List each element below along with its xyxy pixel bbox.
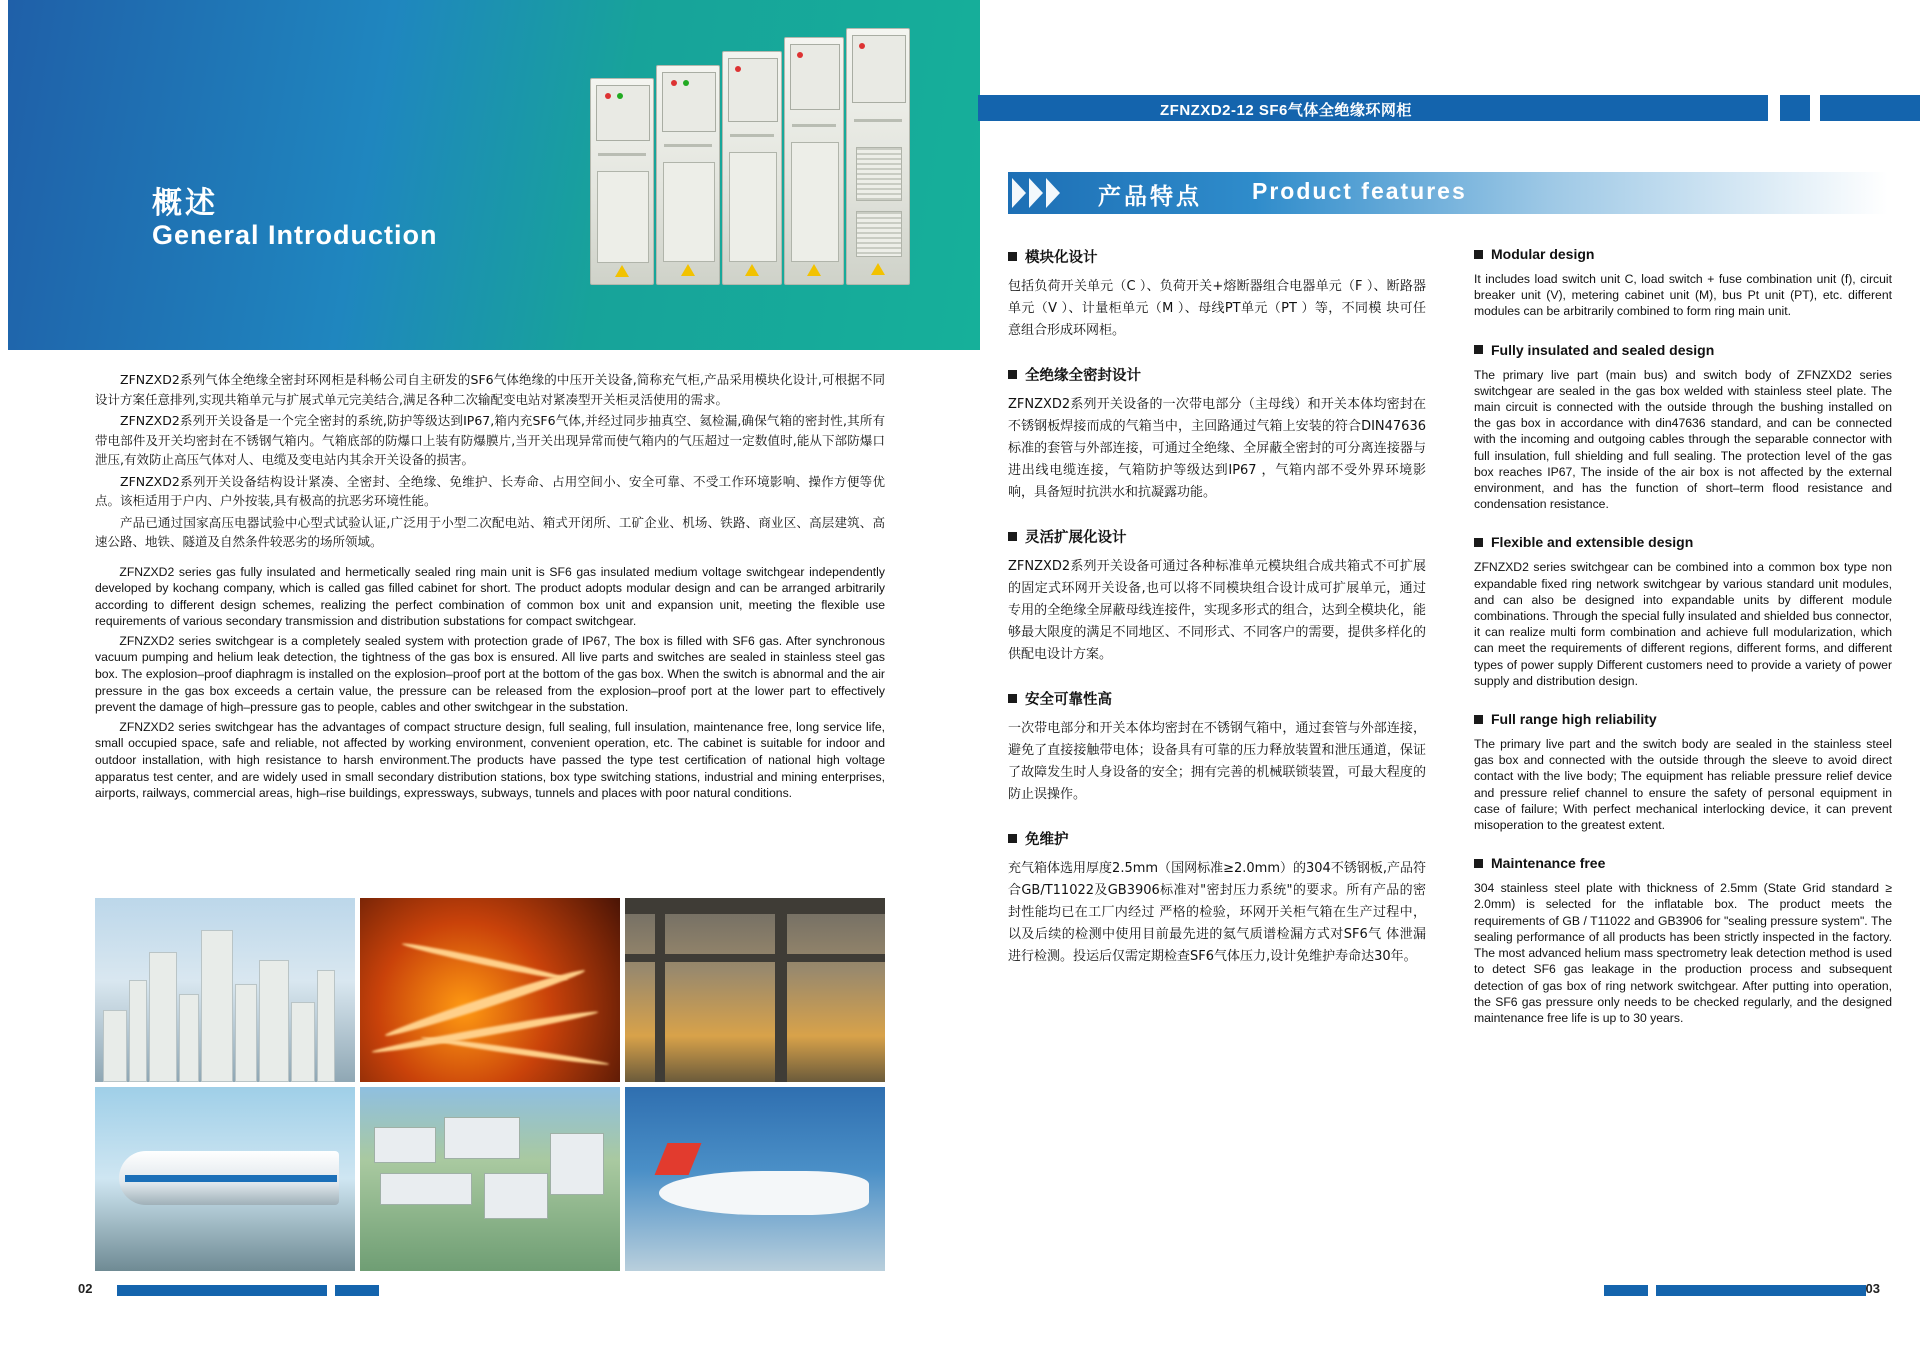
feature-heading-cn: 灵活扩展化设计 [1025,530,1127,546]
feature-heading-cn: 免维护 [1025,832,1069,848]
bullet-square-icon [1008,834,1017,843]
feature-heading-en: Full range high reliability [1491,711,1657,728]
feature-body-en: 304 stainless steel plate with thickness of 2.5mm (State Grid standard ≥ 2.0mm) is selected for the inflatable box. The product meets the requirements of GB / T11022 and GB3906 for "sealing pressure system". The sealing performance of all products has been strictly inspected in the factory. The most advanced helium mass spectrometry leak detection method is used to detect SF6 gas leakage in the production process and subsequent detection of gas box of ring network switchgear. After putting into operation, the SF6 gas pressure only needs to be checked regularly, and the designed maintenance free life is up to 30 years. [1474,881,1892,1025]
feature-section [1474,855,1892,1026]
feature-body-cn: ZFNZXD2系列开关设备可通过各种标准单元模块组合成共箱式不可扩展的固定式环网开关设备,也可以将不同模块组合设计成可扩展单元，通过专用的全绝缘全屏蔽母线连接件，实现多形式的组合，达到全模块化，能够最大限度的满足不同地区、不同形式、不同客户的需要，提供多样化的供配电设计方案。 [1008,559,1426,662]
application-photo-grid [95,898,885,1271]
feature-section [1008,688,1426,806]
feature-body-cn: 包括负荷开关单元（C ）、负荷开关+熔断器组合电器单元（F ）、断路器单元（V ）、计量柜单元（M ）、母线PT单元（PT ）等，不同模 块可任意组合形成环网柜。 [1008,279,1426,338]
right-page [980,0,1920,1357]
feature-body-cn: 一次带电部分和开关本体均密封在不锈钢气箱中，通过套管与外部连接，避免了直接接触带电体；设备具有可靠的压力释放装置和泄压通道，保证了故障发生时人身设备的安全；拥有完善的机械联锁装置，可最大程度的防止误操作。 [1008,721,1426,802]
intro-paragraph-en: ZFNZXD2 series switchgear is a completely sealed system with protection grade of IP67, The box is filled with SF6 gas. After synchronous vacuum pumping and helium leak detection, the tightness of the gas box is ensured. All live parts and switches are sealed in stainless steel gas box. The explosion–proof diaphragm is installed on the explosion–proof port at the bottom of the gas box. When the switch is abnormal and the air pressure in the gas box exceeds a certain value, the pressure can be released from the explosion–proof port at the lower part to effectively prevent the damage of high–pressure gas to people, cables and other switchgear in the substation. [95,633,885,715]
intro-paragraph-en: ZFNZXD2 series gas fully insulated and hermetically sealed ring main unit is SF6 gas insulated medium voltage switchgear independently developed by kochang company, which is called gas filled cabinet for short. The product adopts modular design and can be arranged arbitrarily according to different design schemes, realizing the perfect combination of common box unit and expansion unit, meeting the flexible use requirements of various secondary transmission and distribution substations for compact switchgear. [95,564,885,629]
bullet-square-icon [1474,859,1483,868]
intro-paragraph-cn: ZFNZXD2系列开关设备是一个完全密封的系统,防护等级达到IP67,箱内充SF6气体,并经过同步抽真空、氦检漏,确保气箱的密封性,其所有带电部件及开关均密封在不锈钢气箱内。气箱底部的防爆口上装有防爆膜片,当开关出现异常而使气箱内的气压超过一定数值时,能从下部防爆口泄压,有效防止高压气体对人、电缆及变电站内其余开关设备的损害。 [95,413,885,467]
features-column-cn [1008,246,1426,990]
airplane-airport-photo [625,1087,885,1271]
steel-plant-interior-photo [625,898,885,1082]
feature-body-en: It includes load switch unit C, load switch + fuse combination unit (f), circuit breaker unit (V), metering cabinet unit (M), bus Pt unit (PT), etc. different modules can be arbitrarily combined to form ring main unit. [1474,272,1892,319]
feature-section [1474,342,1892,513]
feature-heading-en: Modular design [1491,246,1595,262]
high-speed-train-photo [95,1087,355,1271]
bullet-square-icon [1008,252,1017,261]
feature-heading-en: Maintenance free [1491,855,1606,872]
introduction-body [95,370,885,805]
product-header [980,95,1920,123]
intro-paragraph-cn: ZFNZXD2系列开关设备结构设计紧凑、全密封、全绝缘、免维护、长寿命、占用空间小、安全可靠、不受工作环境影响、操作方便等优点。该柜适用于户内、户外按装,具有极高的抗恶劣环境性能。 [95,473,885,508]
bullet-square-icon [1008,532,1017,541]
intro-paragraph-cn: 产品已通过国家高压电器试验中心型式试验认证,广泛用于小型二次配电站、箱式开闭所、工矿企业、机场、铁路、商业区、高层建筑、高速公路、地铁、隧道及自然条件较恶劣的场所领域。 [95,514,885,549]
intro-paragraph-cn: ZFNZXD2系列气体全绝缘全密封环网柜是科畅公司自主研发的SF6气体绝缘的中压开关设备,简称充气柜,产品采用模块化设计,可根据不同设计方案任意排列,实现共箱单元与扩展式单元完美结合,满足各种二次输配变电站对紧凑型开关柜灵活使用的需求。 [95,372,885,407]
feature-body-cn: 充气箱体选用厚度2.5mm（国网标准≥2.0mm）的304不锈钢板,产品符合GB/T11022及GB3906标准对"密封压力系统"的要求。所有产品的密封性能均已在工厂内经过 严格的检验，环网开关柜气箱在生产过程中，以及后续的检测中使用目前最先进的氦气质谱检漏方式对SF6气 体泄漏进行检测。投运后仅需定期检查SF6气体压力,设计免维护寿命达30年。 [1008,861,1426,964]
feature-section [1474,534,1892,689]
bullet-square-icon [1008,694,1017,703]
bullet-square-icon [1474,345,1483,354]
feature-body-en: The primary live part (main bus) and switch body of ZFNZXD2 series switchgear are sealed in the gas box welded with stainless steel plate. The main circuit is connected with the outside through the bushing installed on the gas box in accordance with din47636 standard, and can be connected with the incoming and outgoing cables through the separable connector with full insulation, full shielding and full sealing. The protection level of the gas box reaches IP67, The inside of the air box is not affected by the external environment, and has the function of short–term flood resistance and condensation resistance. [1474,367,1892,512]
switchgear-product-photo [590,30,920,285]
features-column-en [1474,246,1892,1048]
feature-body-en: ZFNZXD2 series switchgear can be combined into a common box type non expandable fixed ring network switchgear by various standard unit modules, and can also be designed into expandable units by different module combinations. Through the special fully insulated and shielded bus connector, it can realize multi form combination and achieve full modularization, which can meet the requirements of different regions, different forms, and different types of power supply Different customers need to provide a variety of power supply and distribution design. [1474,560,1892,688]
feature-section [1474,711,1892,833]
page-title-cn: 概述 [152,187,218,220]
page-number-right: 03 [1865,1281,1880,1296]
feature-section [1474,246,1892,320]
feature-section [1008,526,1426,666]
highway-night-traffic-photo [360,898,620,1082]
industrial-park-aerial-photo [360,1087,620,1271]
hero-banner [0,0,980,350]
page-title-en: General Introduction [152,220,438,250]
hero-left-white-strip [0,0,8,350]
feature-body-cn: ZFNZXD2系列开关设备的一次带电部分（主母线）和开关本体均密封在不锈钢板焊接而成的气箱当中，主回路通过气箱上安装的符合DIN47636标准的套管与外部连接，可通过全绝缘、全屏蔽全密封的可分离连接器与进出线电缆连接，气箱防护等级达到IP67 ，气箱内部不受外界环境影响，具备短时抗洪水和抗凝露功能。 [1008,397,1426,500]
feature-heading-cn: 安全可靠性高 [1025,692,1112,708]
bullet-square-icon [1474,250,1483,259]
product-header-title: ZFNZXD2-12 SF6气体全绝缘环网柜 [1160,102,1412,119]
page-number-left: 02 [78,1281,93,1296]
city-skyline-photo [95,898,355,1082]
feature-heading-cn: 模块化设计 [1025,250,1098,266]
feature-section [1008,246,1426,342]
features-title-cn: 产品特点 [1098,183,1202,209]
bullet-square-icon [1474,538,1483,547]
intro-paragraph-en: ZFNZXD2 series switchgear has the advantages of compact structure design, full sealing, full insulation, maintenance free, long service life, small occupied space, safe and reliable, not affected by working environment, convenient operation, etc. The cabinet is suitable for indoor and outdoor installation, with high resistance to harsh environment.The products have passed the type test certification of national high voltage apparatus test center, and are widely used in small secondary distribution stations, box type switching stations, industrial and mining enterprises, airports, railways, commercial areas, high–rise buildings, expressways, subways, tunnels and places with poor natural conditions. [95,719,885,801]
bullet-square-icon [1474,715,1483,724]
feature-body-en: The primary live part and the switch body are sealed in the stainless steel gas box and connected with the outside through the sleeve to avoid direct contact with the live body; The equipment has reliable pressure relief device and pressure relief channel to ensure the safety of personal equipment in case of failure; With perfect mechanical interlocking device, it can prevent misoperation to the greatest extent. [1474,737,1892,833]
bullet-square-icon [1008,370,1017,379]
feature-heading-en: Fully insulated and sealed design [1491,341,1715,358]
right-footer-rule [1008,1283,1888,1297]
feature-section [1008,828,1426,968]
chevron-right-icon [1012,178,1060,208]
feature-section [1008,364,1426,504]
features-title-en: Product features [1252,178,1467,204]
feature-heading-cn: 全绝缘全密封设计 [1025,368,1141,384]
left-footer-rule [95,1283,885,1297]
feature-heading-en: Flexible and extensible design [1491,534,1694,551]
